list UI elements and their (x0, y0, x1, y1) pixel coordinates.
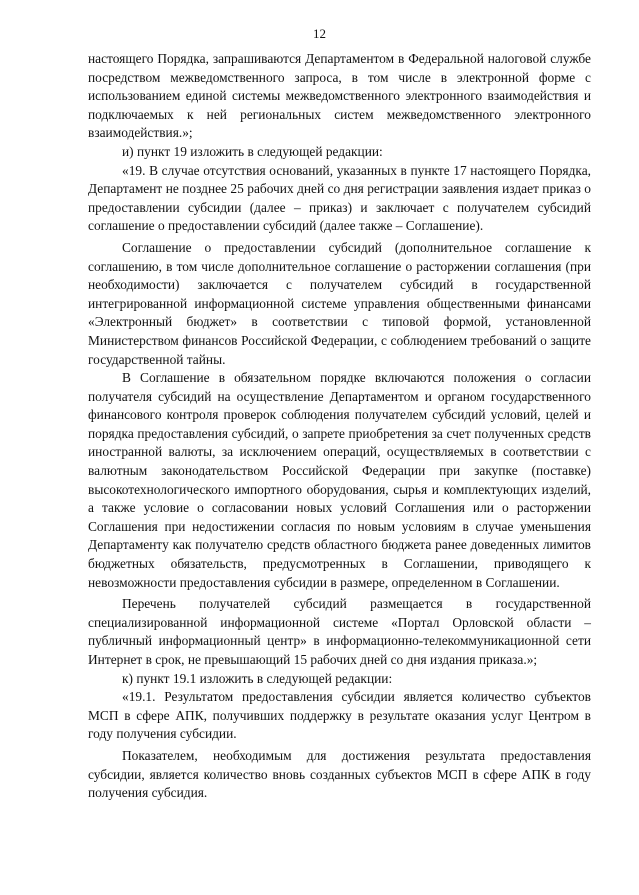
paragraph-agreement-provisions: В Соглашение в обязательном порядке включаются положения о согласии получателя субсидий на осуществление Департаментом и органом государственного финансового контроля проверок соблюдения получателем субсидий условий, целей и порядка предоставления субсидий, о запрете приобретения за счет полученных средств иностранной валюты, за исключением операций, осуществляемых в соответствии с валютным законодательством Российской Федерации при закупке (поставке) высокотехнологического импортного оборудования, сырья и комплектующих изделий, а также условие о согласовании новых условий Соглашения или о расторжении Соглашения при недостижении согласия по новым условиям в случае уменьшения Департаменту как получателю средств областного бюджета ранее доведенных лимитов бюджетных обязательств, предусмотренных в Соглашении, приводящего к невозможности предоставления субсидии в размере, определенном в Соглашении. (88, 370, 591, 590)
paragraph-point-19-1: «19.1. Результатом предоставления субсидии является количество субъектов МСП в сфере АПК, получивших поддержку в результате оказания услуг Центром в году получения субсидии. (88, 689, 591, 742)
paragraph-agreement: Соглашение о предоставлении субсидий (дополнительное соглашение к соглашению, в том числе дополнительное соглашение о расторжении соглашения (при необходимости) заключается с получателем субсидий в государственной интегрированной информационной системе управления общественными финансами «Электронный бюджет» в соответствии с типовой формой, установленной Министерством финансов Российской Федерации, с соблюдением требований о защите государственной тайны. (88, 239, 591, 367)
paragraph-recipients-list: Перечень получателей субсидий размещается в государственной специализированной информационной системе «Портал Орловской области – публичный информационный центр» в информационно-телекоммуникационной сети Интернет в срок, не превышающий 15 рабочих дней со дня издания приказа.»; (88, 596, 591, 667)
page-number: 12 (313, 26, 326, 41)
paragraph-indicator: Показателем, необходимым для достижения результата предоставления субсидии, является количество вновь созданных субъектов МСП в сфере АПК в году получения субсидия. (88, 747, 591, 801)
document-body (88, 50, 591, 803)
paragraph-continuation: настоящего Порядка, запрашиваются Департаментом в Федеральной налоговой службе посредством межведомственного запроса, в том числе в электронной форме с использованием единой системы межведомственного электронного взаимодействия и подключаемых к ней региональных систем межведомственного электронного взаимодействия.»; (88, 51, 591, 141)
paragraph-point-19: «19. В случае отсутствия оснований, указанных в пункте 17 настоящего Порядка, Департамент не позднее 25 рабочих дней со дня регистрации заявления издает приказ о предоставлении субсидии (далее – приказ) и заключает с получателем субсидий соглашение о предоставлении субсидий (далее также – Соглашение). (88, 162, 591, 234)
paragraph-item-i: и) пункт 19 изложить в следующей редакции: (122, 143, 383, 159)
paragraph-item-k: к) пункт 19.1 изложить в следующей редакции: (122, 670, 393, 686)
